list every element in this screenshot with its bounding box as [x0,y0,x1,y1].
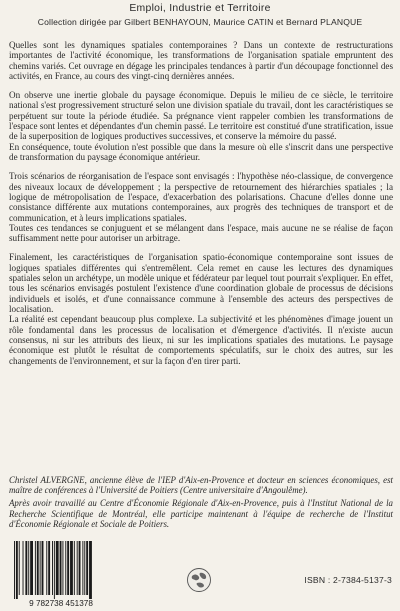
barcode-bar [54,541,55,599]
barcode-bar [67,541,69,595]
barcode-bar [42,541,44,595]
barcode-bar [70,541,73,595]
barcode-bar [52,541,53,595]
barcode-bar [84,541,85,595]
barcode-bar [14,541,15,599]
blurb-paragraph: Trois scénarios de réorganisation de l'espace sont envisagés : l'hypothèse néo-classique, de convergence des niveaux locaux de développement ; la perspective de retournement des hiérarchies spatiales ; la logique de métropolisation de l'espace, d'exacerbation des polarisations. Chacune d'elles donne une consistance différente aux mutations contemporaines, aux progrès des techniques de transport et de communication, et à leurs implications spatiales. [9,171,393,223]
barcode-bar [62,541,63,595]
blurb-paragraph: La réalité est cependant beaucoup plus complexe. La subjectivité et les phénomènes d'image jouent un rôle fondamental dans les processus de localisation et d'émergence d'activités. Il n'existe aucun consensus, ni sur les attributs des lieux, ni sur les implications spatiales des mutations. Le paysage économique est plutôt le résultat de comportements spéculatifs, sur le choix des autres, sur les changements de l'environnement, et sur la façon d'en tirer parti. [9,314,393,366]
barcode-bars [14,541,92,599]
barcode-bar [23,541,24,595]
barcode-bar [48,541,50,595]
barcode-bar [19,541,20,595]
barcode-bar [40,541,41,595]
barcode-bar [28,541,29,595]
isbn: ISBN : 2-7384-5137-3 [304,575,392,585]
barcode-bar [65,541,66,595]
barcode-bar [60,541,62,595]
barcode-bar [37,541,39,595]
barcode-bar [82,541,83,595]
barcode-digits: 9 782738 451378 [29,599,93,608]
blurb-paragraph: On observe une inertie globale du paysage économique. Depuis le milieu de ce siècle, le territoire national s'est progressivement structuré selon une division spatiale du travail, dont les caractéristiques se perpétuent sur toute la période étudiée. Sa prégnance vient rappeler combien les transformations de l'espace sont lentes et dépendantes d'un chemin passé. Le territoire est constitué d'une stratification, issue de la superposition de logiques productives successives, et conserve la mémoire du passé. [9,90,393,142]
series-title: Emploi, Industrie et Territoire [129,3,271,14]
blurb-paragraph: Finalement, les caractéristiques de l'organisation spatio-économique contemporaine sont issues de logiques spatiales différentes qui s'entremêlent. Cela remet en cause les lectures des dynamiques spatiales selon un archétype, un modèle unique et fédérateur par lequel tout pourrait s'expliquer. En effet, tous les scénarios envisagés postulent l'existence d'une coordination globale de processus de décisions individuels et isolés, et d'une connaissance commune à l'ensemble des acteurs des perspectives de localisation. [9,252,393,314]
barcode-bar [77,541,78,595]
barcode-bar [89,541,92,599]
series-editors: Collection dirigée par Gilbert BENHAYOUN, Maurice CATIN et Bernard PLANQUE [37,17,363,27]
author-bio-paragraph: Après avoir travaillé au Centre d'Économie Régionale d'Aix-en-Provence, puis à l'Institut National de la Recherche Scientifique de Montréal, elle participe maintenant à l'équipe de recherche de l'Institut d'Économie Régionale et Sociale de Poitiers. [9,498,393,529]
author-bio [9,475,393,532]
barcode-bar [30,541,33,595]
blurb-paragraph: Quelles sont les dynamiques spatiales contemporaines ? Dans un contexte de restructurations importantes de l'activité économique, les transformations de l'organisation spatiale empruntent des chemins variés. Cet ouvrage en dégage les principales tendances à partir d'un découpage fonctionnel des activités, en France, au cours des vingt-cinq dernières années. [9,40,393,82]
barcode-bar [79,541,81,595]
blurb-paragraph: Toutes ces tendances se conjuguent et se mélangent dans l'espace, mais aucune ne se réalise de façon suffisamment nette pour autoriser un arbitrage. [9,222,393,244]
barcode-bar [86,541,88,595]
barcode-bar [16,541,18,599]
blurb-paragraph: En conséquence, toute évolution n'est possible que dans la mesure où elle s'inscrit dans une perspective de transformation du paysage économique antérieur. [9,141,393,163]
barcode-bar [74,541,75,595]
blurb [9,40,393,375]
barcode-bar [25,541,27,595]
barcode-bar [56,541,59,595]
barcode-bar [46,541,47,595]
publisher-globe-icon [186,567,212,593]
author-bio-paragraph: Christel ALVERGNE, ancienne élève de l'IEP d'Aix-en-Provence et docteur en sciences économiques, est maître de conférences à l'Université de Poitiers (Centre universitaire d'Angoulême). [9,475,393,496]
barcode-bar [35,541,36,595]
barcode [6,535,116,611]
